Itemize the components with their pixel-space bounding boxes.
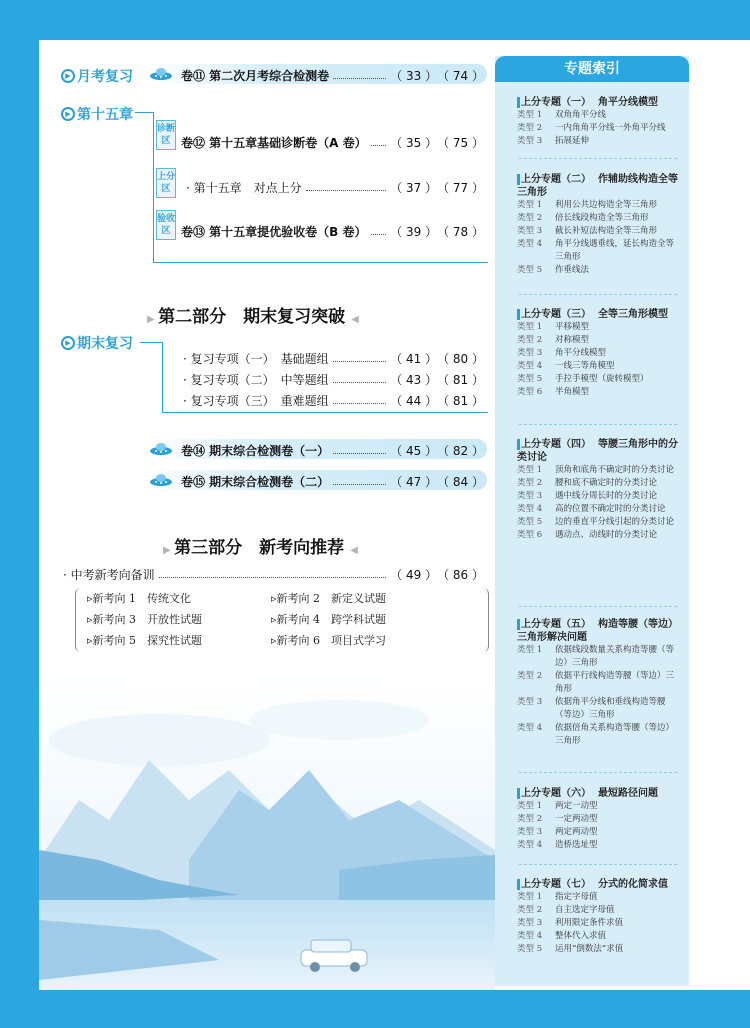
type-label: 类型 1 <box>517 200 543 210</box>
topic-title: 上分专题（三） 全等三角形模型 <box>517 308 681 321</box>
type-text: 边的垂直平分线引起的分类讨论 <box>555 517 675 527</box>
type-label: 类型 2 <box>517 213 543 223</box>
section-tag-monthly: ▶ 月考复习 <box>61 66 133 86</box>
topic-type-line <box>517 800 681 813</box>
toc-row-new-trend-training[interactable]: · 中考新考向备训 （ 49 ） （ 86 ） <box>63 568 484 582</box>
toc-row-review-2[interactable]: · 复习专项（二） 中等题组 （ 43 ） （ 81 ） <box>183 373 484 387</box>
type-text: 一定两动型 <box>555 814 598 824</box>
topic-type-line <box>517 644 681 670</box>
topic-block-7[interactable] <box>517 878 681 956</box>
type-text: 半角模型 <box>555 387 590 397</box>
play-arrow-icon: ▶ <box>61 69 75 83</box>
topic-type-line <box>517 490 681 503</box>
new-trend-item[interactable]: ▹新考向 6 项目式学习 <box>271 634 387 647</box>
type-text: 平移模型 <box>555 322 590 332</box>
topic-type-line <box>517 212 681 225</box>
type-text: 角平分线遇垂线，延长构造全等三角形 <box>555 239 675 262</box>
type-label: 类型 3 <box>517 136 543 146</box>
topic-type-line <box>517 109 681 122</box>
type-label: 类型 2 <box>517 671 543 681</box>
type-text: 一内角角平分线一外角平分线 <box>555 123 666 133</box>
type-text: 一线三等角模型 <box>555 361 615 371</box>
type-text: 指定字母值 <box>555 892 598 902</box>
type-text: 角平分线模型 <box>555 348 607 358</box>
type-label: 类型 1 <box>517 892 543 902</box>
topic-type-line <box>517 839 681 852</box>
topic-block-3[interactable] <box>517 308 681 399</box>
section-tag-chapter15: ▶ 第十五章 <box>61 104 133 124</box>
type-label: 类型 6 <box>517 387 543 397</box>
type-label: 类型 5 <box>517 265 543 275</box>
topic-title: 上分专题（六） 最短路径问题 <box>517 787 681 800</box>
type-text: 截长补短法构造全等三角形 <box>555 226 658 236</box>
type-text: 依据角平分线和垂线构造等腰（等边）三角形 <box>555 697 666 720</box>
type-label: 类型 5 <box>517 944 543 954</box>
topic-type-line <box>517 516 681 529</box>
topic-type-line <box>517 264 681 277</box>
topic-title: 上分专题（五） 构造等腰（等边）三角形解决问题 <box>517 619 678 643</box>
triangle-left-icon: ◀ <box>350 545 358 556</box>
type-label: 类型 1 <box>517 801 543 811</box>
topic-block-4[interactable] <box>517 438 681 542</box>
type-text: 自主选定字母值 <box>555 905 615 915</box>
section-tag-final: ▶ 期末复习 <box>61 333 133 353</box>
play-arrow-icon: ▶ <box>61 336 75 350</box>
triangle-right-icon: ▶ <box>147 314 159 325</box>
type-text: 两定一动型 <box>555 801 598 811</box>
type-text: 对称模型 <box>555 335 590 345</box>
topic-type-line <box>517 464 681 477</box>
zone-improve: 上分区 <box>156 168 176 198</box>
type-text: 倍长线段构造全等三角形 <box>555 213 649 223</box>
type-text: 高的位置不确定时的分类讨论 <box>555 504 666 514</box>
topic-type-line <box>517 477 681 490</box>
type-label: 类型 4 <box>517 361 543 371</box>
toc-row-exam-15[interactable]: 卷⑮ 期末综合检测卷（二） （ 47 ） （ 84 ） <box>181 475 484 489</box>
type-text: 依据线段数量关系构造等腰（等边）三角形 <box>555 645 675 668</box>
type-label: 类型 4 <box>517 931 543 941</box>
toc-row-exam-14[interactable]: 卷⑭ 期末综合检测卷（一） （ 45 ） （ 82 ） <box>181 444 484 458</box>
type-text: 依据倍角关系构造等腰（等边）三角形 <box>555 723 675 746</box>
type-label: 类型 3 <box>517 697 543 707</box>
type-text: 运用“倒数法”求值 <box>555 944 624 954</box>
type-label: 类型 3 <box>517 348 543 358</box>
type-label: 类型 2 <box>517 905 543 915</box>
type-text: 遇中线分周长时的分类讨论 <box>555 491 658 501</box>
triangle-right-icon: ▶ <box>163 545 175 556</box>
type-label: 类型 3 <box>517 918 543 928</box>
topic-type-line <box>517 813 681 826</box>
topic-type-line <box>517 943 681 956</box>
part3-title: ▶ 第三部分 新考向推荐 ◀ <box>163 538 358 558</box>
topic-type-line <box>517 722 681 748</box>
topic-type-line <box>517 917 681 930</box>
triangle-left-icon: ◀ <box>351 314 359 325</box>
topic-type-line <box>517 321 681 334</box>
type-label: 类型 4 <box>517 239 543 249</box>
type-text: 造桥选址型 <box>555 840 598 850</box>
type-label: 类型 6 <box>517 530 543 540</box>
type-label: 类型 5 <box>517 374 543 384</box>
toc-row-exam-12[interactable]: 卷⑫ 第十五章基础诊断卷（A 卷） （ 35 ） （ 75 ） <box>181 136 484 150</box>
type-label: 类型 2 <box>517 478 543 488</box>
type-label: 类型 1 <box>517 322 543 332</box>
zone-accept: 验收区 <box>156 210 176 240</box>
type-label: 类型 1 <box>517 465 543 475</box>
topic-block-1[interactable] <box>517 96 681 148</box>
topic-type-line <box>517 826 681 839</box>
topic-type-line <box>517 238 681 264</box>
zone-diagnose: 诊断区 <box>156 120 176 150</box>
type-text: 手拉手模型（旋转模型） <box>555 374 649 384</box>
type-label: 类型 4 <box>517 723 543 733</box>
ufo-icon <box>149 67 173 81</box>
type-label: 类型 1 <box>517 110 543 120</box>
type-text: 利用限定条件求值 <box>555 918 624 928</box>
topic-block-5[interactable] <box>517 618 681 748</box>
type-text: 顶角和底角不确定时的分类讨论 <box>555 465 675 475</box>
type-label: 类型 1 <box>517 645 543 655</box>
topic-block-6[interactable] <box>517 787 681 852</box>
new-trend-item[interactable]: ▹新考向 3 开放性试题 <box>87 613 203 626</box>
type-label: 类型 2 <box>517 123 543 133</box>
topic-type-line <box>517 529 681 542</box>
type-text: 双角角平分线 <box>555 110 607 120</box>
topic-type-line <box>517 135 681 148</box>
new-trend-item[interactable]: ▹新考向 2 新定义试题 <box>271 592 387 605</box>
toc-row-review-1[interactable]: · 复习专项（一） 基础题组 （ 41 ） （ 80 ） <box>183 352 484 366</box>
topic-type-line <box>517 930 681 943</box>
topic-type-line <box>517 122 681 135</box>
topic-type-line <box>517 360 681 373</box>
chapter-bracket-line <box>153 112 154 262</box>
topic-type-line <box>517 696 681 722</box>
landscape-illustration <box>39 680 495 990</box>
play-arrow-icon: ▶ <box>61 107 75 121</box>
type-text: 依据平行线构造等腰（等边）三角形 <box>555 671 675 694</box>
topic-title: 上分专题（一） 角平分线模型 <box>517 96 681 109</box>
ufo-icon <box>149 442 173 456</box>
type-text: 遇动点、动线时的分类讨论 <box>555 530 658 540</box>
toc-row-exam-11[interactable]: 卷⑪ 第二次月考综合检测卷 （ 33 ） （ 74 ） <box>181 69 484 83</box>
topic-type-line <box>517 670 681 696</box>
type-label: 类型 3 <box>517 491 543 501</box>
page <box>39 40 750 990</box>
type-label: 类型 4 <box>517 840 543 850</box>
topic-type-line <box>517 225 681 238</box>
type-label: 类型 3 <box>517 827 543 837</box>
topic-index-panel <box>495 56 689 986</box>
topic-type-line <box>517 904 681 917</box>
type-text: 利用公共边构造全等三角形 <box>555 200 658 210</box>
type-text: 腰和底不确定时的分类讨论 <box>555 478 658 488</box>
type-label: 类型 5 <box>517 517 543 527</box>
topic-title: 上分专题（四） 等腰三角形中的分类讨论 <box>517 439 678 463</box>
topic-type-line <box>517 891 681 904</box>
type-text: 拓展延伸 <box>555 136 590 146</box>
topic-type-line <box>517 199 681 212</box>
type-text: 两定两动型 <box>555 827 598 837</box>
toc-row-review-3[interactable]: · 复习专项（三） 重难题组 （ 44 ） （ 81 ） <box>183 394 484 408</box>
topic-title: 上分专题（二） 作辅助线构造全等三角形 <box>517 174 678 198</box>
new-trend-item[interactable]: ▹新考向 1 传统文化 <box>87 592 192 605</box>
topic-title: 上分专题（七） 分式的化简求值 <box>517 878 681 891</box>
type-label: 类型 4 <box>517 504 543 514</box>
toc-row-exam-13[interactable]: 卷⑬ 第十五章提优验收卷（B 卷） （ 39 ） （ 78 ） <box>181 225 484 239</box>
topic-type-line <box>517 386 681 399</box>
new-trend-item[interactable]: ▹新考向 5 探究性试题 <box>87 634 203 647</box>
toc-row-chapter15-practice[interactable]: · 第十五章 对点上分 （ 37 ） （ 77 ） <box>186 181 484 195</box>
topic-type-line <box>517 347 681 360</box>
type-text: 整体代入求值 <box>555 931 607 941</box>
type-label: 类型 2 <box>517 814 543 824</box>
part2-title: ▶ 第二部分 期末复习突破 ◀ <box>147 307 359 327</box>
new-trend-item[interactable]: ▹新考向 4 跨学科试题 <box>271 613 387 626</box>
type-text: 作垂线法 <box>555 265 590 275</box>
ufo-icon <box>149 473 173 487</box>
type-label: 类型 3 <box>517 226 543 236</box>
topic-type-line <box>517 334 681 347</box>
topic-index-title: 专题索引 <box>495 56 689 82</box>
topic-type-line <box>517 373 681 386</box>
topic-block-2[interactable] <box>517 173 681 277</box>
type-label: 类型 2 <box>517 335 543 345</box>
topic-type-line <box>517 503 681 516</box>
